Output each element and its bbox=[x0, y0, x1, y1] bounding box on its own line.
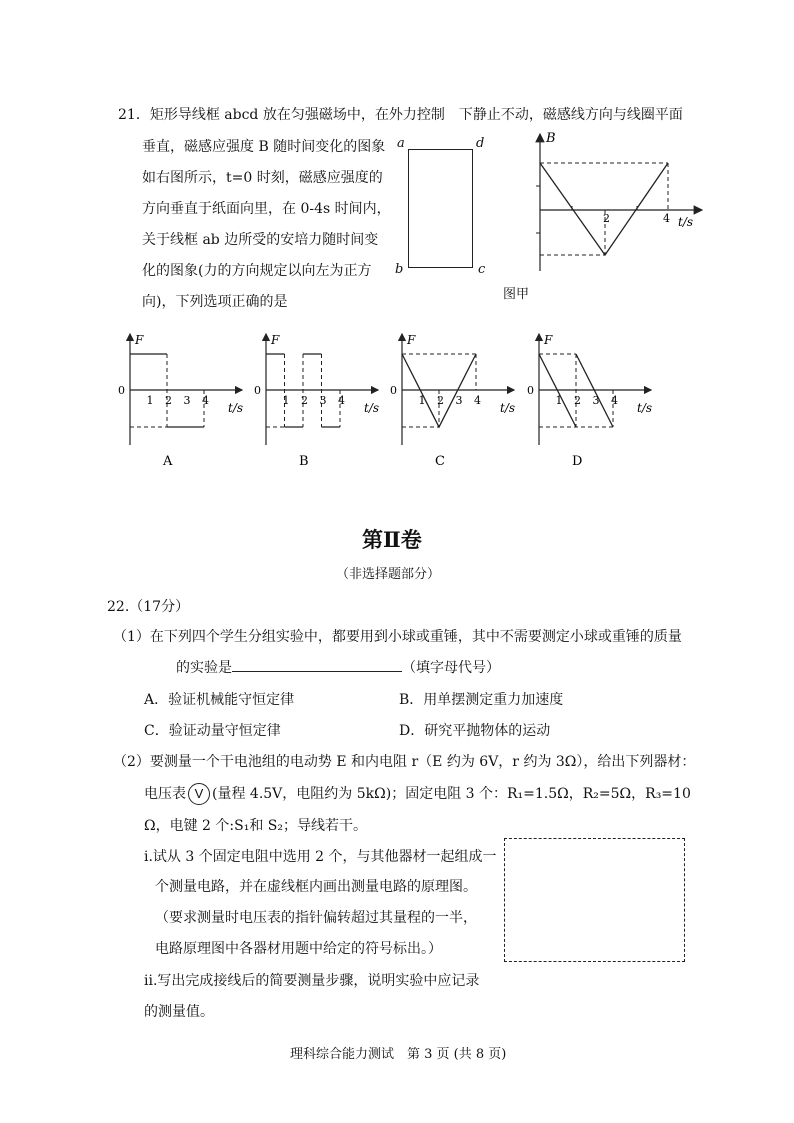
choice-a: A．验证机械能守恒定律 bbox=[144, 692, 295, 708]
option-tick-label: 1 bbox=[146, 394, 154, 407]
option-xlabel: t/s bbox=[500, 401, 516, 415]
q21-line1: 21．矩形导线框 abcd 放在匀强磁场中，在外力控制 下静止不动，磁感线方向与线圈平面 bbox=[118, 107, 683, 123]
q22-p2-line2-post: (量程 4.5V，电阻约为 5kΩ)；固定电阻 3 个：R₁=1.5Ω，R₂=5Ω，R₃=10 bbox=[212, 786, 691, 802]
q22-p1-line2 bbox=[176, 657, 500, 677]
option-tick-label: 4 bbox=[611, 394, 618, 407]
option-xlabel: t/s bbox=[637, 401, 653, 415]
option-graph-b bbox=[254, 333, 379, 469]
option-tick-label: 4 bbox=[474, 394, 481, 407]
voltmeter-symbol: V bbox=[188, 783, 210, 805]
option-tick-label: 2 bbox=[574, 394, 581, 407]
option-letter: D bbox=[572, 454, 583, 469]
q22-p2-line2-pre: 电压表 bbox=[144, 786, 186, 802]
answer-blank[interactable] bbox=[232, 657, 402, 672]
b-xlabel: t/s bbox=[678, 215, 694, 229]
part2-title: 第Ⅱ卷 bbox=[362, 527, 422, 552]
q21-line5: 关于线框 ab 边所受的安培力随时间变 bbox=[142, 232, 379, 248]
q21-line3: 如右图所示，t=0 时刻，磁感应强度的 bbox=[142, 170, 383, 186]
option-tick-label: 1 bbox=[282, 394, 290, 407]
option-ylabel: F bbox=[407, 333, 416, 347]
option-tick-label: 1 bbox=[418, 394, 426, 407]
option-letter: C bbox=[435, 454, 445, 469]
option-tick-label: 4 bbox=[202, 394, 209, 407]
q22-i-line4: 电路原理图中各器材用题中给定的符号标出。） bbox=[155, 941, 442, 957]
q22-p1-line2-post: （填字母代号） bbox=[402, 660, 500, 676]
option-ylabel: F bbox=[271, 333, 280, 347]
option-zero-label: 0 bbox=[527, 384, 534, 397]
option-tick-label: 3 bbox=[455, 394, 463, 407]
choice-d: D．研究平抛物体的运动 bbox=[399, 723, 551, 739]
frame-label-c: c bbox=[478, 262, 486, 277]
option-tick-label: 4 bbox=[338, 394, 345, 407]
option-graph-d bbox=[527, 333, 652, 469]
option-ylabel: F bbox=[544, 333, 553, 347]
option-graph-a bbox=[118, 333, 243, 469]
frame-label-d: d bbox=[476, 136, 485, 151]
frame-label-a: a bbox=[397, 136, 405, 151]
option-zero-label: 0 bbox=[118, 384, 125, 397]
option-tick-label: 2 bbox=[301, 394, 308, 407]
part2-subtitle: （非选择题部分） bbox=[336, 567, 441, 582]
q22-p2-line2 bbox=[144, 783, 691, 805]
q21-line7: 向)，下列选项正确的是 bbox=[142, 294, 288, 310]
q22-head: 22.（17分） bbox=[107, 599, 190, 615]
q22-p2-line1: （2）要测量一个干电池组的电动势 E 和内电阻 r（E 约为 6V，r 约为 3Ω），给出下列器材： bbox=[113, 754, 696, 770]
option-ylabel: F bbox=[135, 333, 144, 347]
option-zero-label: 0 bbox=[390, 384, 397, 397]
b-curve bbox=[540, 163, 668, 255]
option-tick-label: 3 bbox=[319, 394, 327, 407]
page-footer: 理科综合能力测试 第 3 页 (共 8 页) bbox=[290, 1047, 507, 1062]
q22-ii-line1: ii.写出完成接线后的简要测量步骤，说明实验中应记录 bbox=[144, 973, 480, 989]
q22-p1-line1: （1）在下列四个学生分组实验中，都要用到小球或重锤，其中不需要测定小球或重锤的质量 bbox=[113, 629, 682, 645]
q21-line4: 方向垂直于纸面向里，在 0-4s 时间内， bbox=[142, 201, 391, 217]
q22-i-line2: 个测量电路，并在虚线框内画出测量电路的原理图。 bbox=[155, 879, 477, 895]
q22-ii-line2: 的测量值。 bbox=[144, 1004, 214, 1020]
q22-p1-line2-pre: 的实验是 bbox=[176, 660, 232, 676]
option-tick-label: 3 bbox=[592, 394, 600, 407]
option-xlabel: t/s bbox=[228, 401, 244, 415]
option-graphs-svg bbox=[110, 330, 670, 475]
q21-line6: 化的图象(力的方向规定以向左为正方 bbox=[142, 263, 372, 279]
q22-i-line1: i.试从 3 个固定电阻中选用 2 个，与其他器材一起组成一 bbox=[144, 849, 497, 865]
option-letter: A bbox=[163, 454, 173, 469]
q22-i-line3: （要求测量时电压表的指针偏转超过其量程的一半， bbox=[155, 910, 477, 926]
choice-c: C．验证动量守恒定律 bbox=[144, 723, 281, 739]
q22-p2-line3: Ω，电键 2 个:S₁和 S₂；导线若干。 bbox=[144, 818, 367, 834]
b-ylabel: B bbox=[546, 131, 556, 146]
b-t-graph bbox=[520, 126, 710, 276]
option-letter: B bbox=[299, 454, 309, 469]
option-graphs bbox=[110, 330, 670, 475]
option-tick-label: 3 bbox=[183, 394, 191, 407]
option-graph-c bbox=[390, 333, 515, 469]
frame-abcd bbox=[408, 149, 473, 268]
fig-caption: 图甲 bbox=[503, 287, 530, 302]
option-tick-label: 2 bbox=[165, 394, 172, 407]
choice-b: B．用单摆测定重力加速度 bbox=[399, 692, 564, 708]
b-tick-2: 2 bbox=[603, 212, 610, 225]
b-tick-4: 4 bbox=[663, 212, 670, 225]
circuit-drawing-box[interactable] bbox=[504, 838, 685, 962]
option-xlabel: t/s bbox=[364, 401, 380, 415]
frame-label-b: b bbox=[395, 262, 404, 277]
option-zero-label: 0 bbox=[254, 384, 261, 397]
option-tick-label: 2 bbox=[437, 394, 444, 407]
q21-line2: 垂直，磁感应强度 B 随时间变化的图象 bbox=[142, 139, 386, 155]
option-tick-label: 1 bbox=[555, 394, 563, 407]
